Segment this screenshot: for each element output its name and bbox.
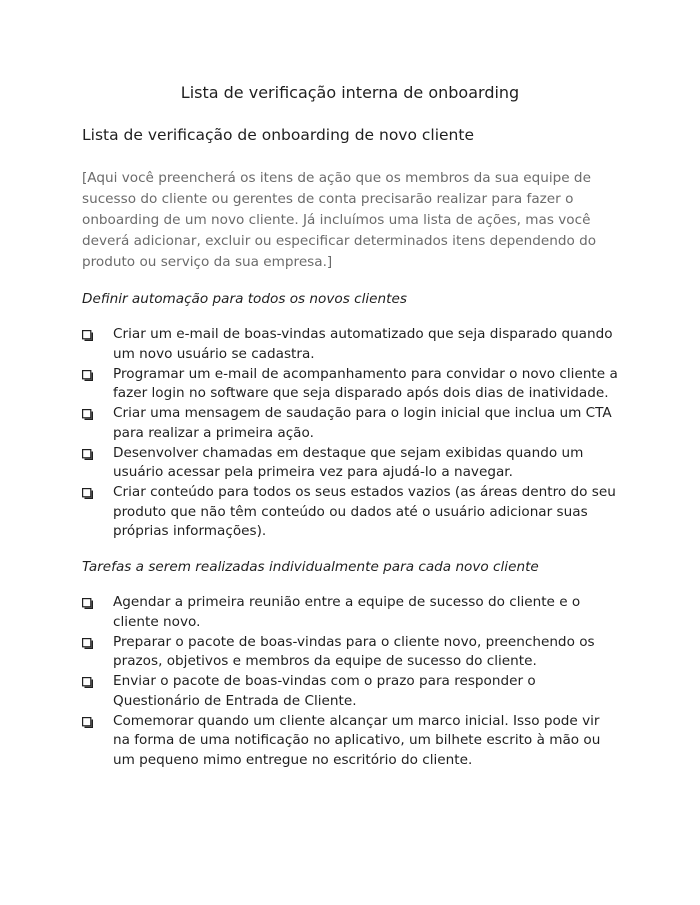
checkbox-icon [82, 449, 93, 460]
checklist-item [82, 325, 618, 364]
section-heading-individual-tasks: Tarefas a serem realizadas individualmente para cada novo cliente [82, 559, 539, 575]
checkbox-icon [82, 370, 93, 381]
checklist-item-text: Criar um e-mail de boas-vindas automatizado que seja disparado quando um novo usuário se cadastra. [113, 326, 613, 362]
section-heading-automation: Definir automação para todos os novos clientes [82, 291, 407, 307]
checklist-item [82, 672, 618, 711]
checklist-item [82, 404, 618, 443]
checklist-item-text: Criar conteúdo para todos os seus estados vazios (as áreas dentro do seu produto que não têm conteúdo ou dados até o usuário adicionar suas próprias informações). [113, 484, 616, 539]
intro-paragraph: [Aqui você preencherá os itens de ação que os membros da sua equipe de sucesso do cliente ou gerentes de conta precisarão realizar para fazer o onboarding de um novo cliente. Já incluímos uma lista de ações, mas você deverá adicionar, excluir ou especificar determinados itens dependendo do produto ou serviço da sua empresa.] [82, 170, 597, 270]
checkbox-icon [82, 638, 93, 649]
checkbox-icon [82, 598, 93, 609]
document-subtitle: Lista de verificação de onboarding de novo cliente [82, 126, 474, 144]
checklist-item [82, 593, 618, 632]
checkbox-icon [82, 330, 93, 341]
checkbox-icon [82, 409, 93, 420]
checkbox-icon [82, 717, 93, 728]
checklist-automation [82, 309, 618, 542]
checklist-item [82, 483, 618, 542]
checklist-item-text: Criar uma mensagem de saudação para o login inicial que inclua um CTA para realizar a primeira ação. [113, 405, 612, 441]
checklist-item-text: Agendar a primeira reunião entre a equipe de sucesso do cliente e o cliente novo. [113, 594, 581, 630]
checkbox-icon [82, 677, 93, 688]
checklist-item [82, 633, 618, 672]
checklist-item [82, 365, 618, 404]
checklist-item-text: Enviar o pacote de boas-vindas com o prazo para responder o Questionário de Entrada de Cliente. [113, 673, 536, 709]
document-title: Lista de verificação interna de onboarding [180, 83, 520, 102]
checklist-item-text: Preparar o pacote de boas-vindas para o cliente novo, preenchendo os prazos, objetivos e membros da equipe de sucesso do cliente. [113, 633, 595, 669]
checklist-individual-tasks [82, 577, 618, 770]
checklist-item-text: Desenvolver chamadas em destaque que sejam exibidas quando um usuário acessar pela primeira vez para ajudá-lo a navegar. [113, 444, 584, 480]
checklist-item [82, 444, 618, 483]
checklist-item-text: Comemorar quando um cliente alcançar um marco inicial. Isso pode vir na forma de uma notificação no aplicativo, um bilhete escrito à mão ou um pequeno mimo entregue no escritório do cliente. [113, 712, 601, 768]
checklist-item-text: Programar um e-mail de acompanhamento para convidar o novo cliente a fazer login no software que seja disparado após dois dias de inatividade. [113, 365, 618, 401]
checklist-item [82, 712, 618, 771]
checkbox-icon [82, 488, 93, 499]
